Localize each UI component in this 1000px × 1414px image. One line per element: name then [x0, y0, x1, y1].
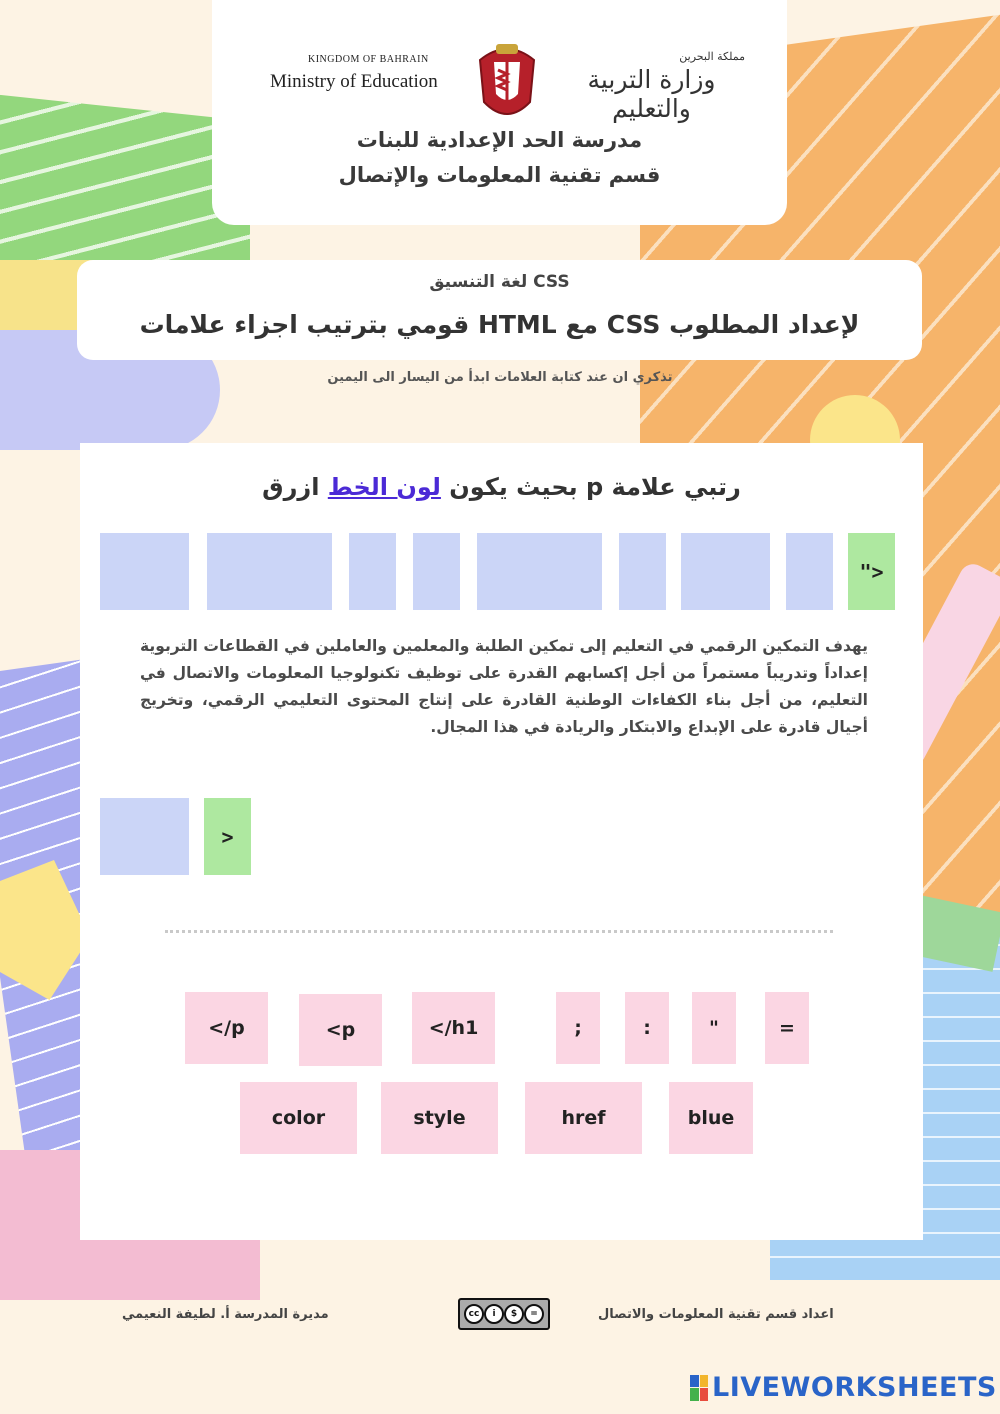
tile-color[interactable]: color	[240, 1082, 357, 1154]
tile-blue[interactable]: blue	[669, 1082, 753, 1154]
drop-slot-7[interactable]	[681, 533, 770, 610]
liveworksheets-logo-icon	[690, 1375, 708, 1401]
drop-slot-closing-tag[interactable]	[100, 798, 189, 875]
principal-label: مديرة المدرسة أ. لطيفة النعيمي	[122, 1307, 329, 1322]
tile-close-p[interactable]: </p	[185, 992, 268, 1064]
ministry-logo-row	[212, 42, 787, 122]
brand-name: LIVEWORKSHEETS	[712, 1372, 997, 1403]
title-card	[77, 260, 922, 360]
exercise-card	[80, 443, 923, 1240]
ministry-label-ar: وزارة التربية والتعليم	[587, 65, 716, 123]
cc-by-icon: i	[484, 1304, 504, 1324]
drop-slot-5[interactable]	[477, 533, 602, 610]
drop-slot-3[interactable]	[349, 533, 396, 610]
tile-style[interactable]: style	[381, 1082, 498, 1154]
dotted-divider	[165, 930, 833, 933]
tile-href[interactable]: href	[525, 1082, 642, 1154]
ministry-label-en: Ministry of Education	[270, 71, 438, 92]
question-suffix: ازرق	[262, 473, 328, 501]
tile-open-p[interactable]: <p	[299, 994, 382, 1066]
question-title	[80, 473, 923, 501]
bahrain-crest-icon	[474, 42, 540, 122]
drop-slot-2[interactable]	[207, 533, 332, 610]
worksheet-title: قومي بترتيب اجزاء علامات HTML مع CSS لإعداد المطلوب	[139, 310, 860, 339]
ministry-logo-english	[270, 54, 438, 93]
drop-slot-8[interactable]	[786, 533, 833, 610]
tile-quote[interactable]: "	[692, 992, 736, 1064]
kingdom-label-ar: مملكة البحرين	[679, 50, 745, 63]
drop-slot-1[interactable]	[100, 533, 189, 610]
school-name: مدرسة الحد الإعدادية للبنات	[356, 128, 643, 152]
prepared-by-label: اعداد قسم تقنية المعلومات والاتصال	[598, 1307, 834, 1322]
department-name: قسم تقنية المعلومات والإتصال	[338, 163, 661, 187]
liveworksheets-brand[interactable]	[690, 1372, 997, 1403]
drop-slot-6[interactable]	[619, 533, 666, 610]
tile-colon[interactable]: :	[625, 992, 669, 1064]
tile-semicolon[interactable]: ;	[556, 992, 600, 1064]
cc-nd-icon: =	[524, 1304, 544, 1324]
instruction-note: تذكري ان عند كتابة العلامات ابدأ من اليسار الى اليمين	[327, 370, 673, 385]
creative-commons-license-icon	[458, 1298, 550, 1330]
kingdom-label-en: KINGDOM OF BAHRAIN	[308, 54, 429, 65]
given-quote-close-bracket: ">	[848, 533, 895, 610]
tile-close-h1[interactable]: </h1	[412, 992, 495, 1064]
question-link[interactable]: لون الخط	[327, 473, 441, 501]
header-card	[212, 0, 787, 225]
tile-equals[interactable]: =	[765, 992, 809, 1064]
cc-nc-icon: $	[504, 1304, 524, 1324]
lesson-subtitle: لغة التنسيق CSS	[429, 272, 570, 292]
given-close-bracket: >	[204, 798, 251, 875]
drop-slot-4[interactable]	[413, 533, 460, 610]
question-prefix: رتبي علامة p بحيث يكون	[440, 473, 741, 501]
cc-icon: cc	[464, 1304, 484, 1324]
ministry-logo-arabic	[554, 50, 749, 123]
sample-paragraph: يهدف التمكين الرقمي في التعليم إلى تمكين الطلبة والمعلمين والعاملين في القطاعات التربوية إعداداً وتدريباً مستمراً من أجل إكسابهم القدرة على توظيف تكنولوجيا المعلومات والاتصال في التعليم، من أجل بناء الكفاءات الوطنية القادرة على إنتاج المحتوى التعليمي الرقمي، وتخريج أجيال قادرة على الإبداع والابتكار والريادة في هذا المجال.	[140, 637, 868, 736]
